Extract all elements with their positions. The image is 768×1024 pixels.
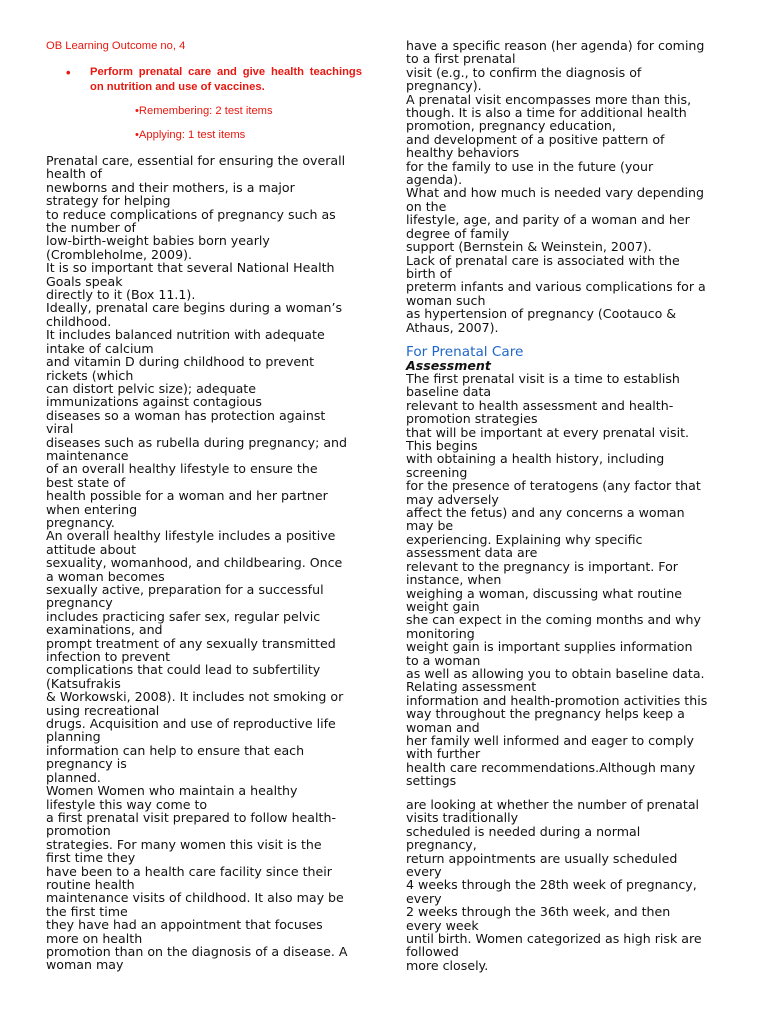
text-line: Prenatal care, essential for ensuring the overall	[46, 153, 346, 168]
text-line: It includes balanced nutrition with adequate	[46, 327, 325, 343]
text-line: can distort pelvic size); adequate	[46, 380, 256, 396]
text-line: information can help to ensure that each	[46, 742, 305, 758]
text-line: attitude about	[46, 541, 137, 557]
text-line: routine health	[46, 876, 135, 892]
text-line: strategy for helping	[46, 193, 171, 209]
text-line: drugs. Acquisition and use of reproductive life	[46, 716, 336, 732]
text-line: Relating assessment	[406, 679, 537, 695]
text-line: best state of	[46, 474, 126, 490]
text-line: infection to prevent	[46, 649, 171, 665]
text-line: Women Women who maintain a healthy	[46, 783, 298, 799]
text-line: An overall healthy lifestyle includes a positive	[46, 528, 336, 544]
applying-test-items: •Applying: 1 test items	[135, 129, 246, 141]
text-line: promotion, pregnancy education,	[406, 118, 616, 134]
text-line: birth of	[406, 265, 452, 281]
text-line: health of	[46, 166, 103, 182]
text-line: intake of calcium	[46, 340, 154, 356]
text-line: to a woman	[406, 652, 481, 668]
text-line: have a specific reason (her agenda) for coming	[406, 38, 705, 53]
text-line: viral	[46, 421, 74, 437]
text-line: her family well informed and eager to comply	[406, 732, 694, 748]
text-line: Ideally, prenatal care begins during a woman’s	[46, 300, 343, 316]
visit-schedule-text	[406, 798, 702, 972]
text-line: and vitamin D during childhood to prevent	[46, 354, 315, 370]
text-line: screening	[406, 464, 468, 480]
text-line: monitoring	[406, 625, 475, 641]
text-line: rickets (which	[46, 367, 134, 383]
text-line: promotion	[46, 823, 111, 839]
text-line: 4 weeks through the 28th week of pregnancy,	[406, 877, 697, 893]
text-line: are looking at whether the number of prenatal	[406, 797, 700, 812]
remembering-test-items: •Remembering: 2 test items	[135, 105, 273, 117]
text-line: more closely.	[406, 957, 489, 973]
text-line: way throughout the pregnancy helps keep a	[406, 706, 685, 722]
text-line: to reduce complications of pregnancy such as	[46, 206, 336, 222]
text-line: health possible for a woman and her partner	[46, 488, 328, 504]
text-line: visit (e.g., to confirm the diagnosis of	[406, 64, 642, 80]
text-line: diseases so a woman has protection against	[46, 407, 326, 423]
text-line: instance, when	[406, 572, 502, 588]
text-line: and development of a positive pattern of	[406, 131, 665, 147]
text-line: pregnancy is	[46, 756, 127, 772]
text-line: agenda).	[406, 172, 463, 188]
text-line: weight gain	[406, 598, 480, 614]
text-line: (Katsufrakis	[46, 675, 121, 691]
text-line: affect the fetus) and any concerns a woman	[406, 505, 685, 521]
text-line: lifestyle this way come to	[46, 796, 208, 812]
text-line: first time they	[46, 850, 136, 866]
text-line: of an overall healthy lifestyle to ensure the	[46, 461, 318, 477]
left-body-text	[46, 154, 348, 972]
text-line: more on health	[46, 930, 143, 946]
text-line: until birth. Women categorized as high risk are	[406, 931, 702, 947]
text-line: every	[406, 864, 442, 880]
text-line: baseline data	[406, 384, 492, 400]
text-line: assessment data are	[406, 545, 538, 561]
text-line: planned.	[46, 769, 101, 785]
text-line: pregnancy	[46, 595, 113, 611]
text-line: weighing a woman, discussing what routine	[406, 585, 682, 601]
section-subheading: Assessment	[406, 358, 491, 373]
text-line: diseases such as rubella during pregnancy; and	[46, 434, 348, 450]
text-line: she can expect in the coming months and why	[406, 612, 701, 628]
text-line: maintenance	[46, 447, 129, 463]
text-line: as hypertension of pregnancy (Cootauco &	[406, 306, 677, 322]
text-line: woman and	[406, 719, 480, 735]
text-line: complications that could lead to subfertility	[46, 662, 321, 678]
text-line: promotion strategies	[406, 411, 538, 427]
text-line: What and how much is needed vary depending	[406, 185, 704, 201]
text-line: degree of family	[406, 225, 510, 241]
text-line: the first time	[46, 903, 128, 919]
text-line: maintenance visits of childhood. It also may be	[46, 890, 344, 906]
text-line: low-birth-weight babies born yearly	[46, 233, 270, 249]
text-line: strategies. For many women this visit is the	[46, 836, 322, 852]
text-line: sexually active, preparation for a successful	[46, 582, 324, 597]
text-line: pregnancy).	[406, 78, 482, 94]
learning-objective	[66, 65, 362, 95]
text-line: pregnancy.	[46, 514, 115, 530]
objective-text: Perform prenatal care and give health teachings on nutrition and use of vaccines.	[90, 66, 362, 93]
text-line: a woman becomes	[46, 568, 165, 584]
text-line: sexuality, womanhood, and childbearing. Once	[46, 555, 343, 571]
text-line: with further	[406, 746, 481, 762]
section-heading: For Prenatal Care	[406, 344, 524, 360]
text-line: promotion than on the diagnosis of a disease. A	[46, 943, 348, 959]
text-line: using recreational	[46, 702, 160, 718]
text-line: a first prenatal visit prepared to follow health-	[46, 809, 336, 825]
text-line: settings	[406, 773, 457, 789]
assessment-text	[406, 372, 707, 788]
text-line: healthy behaviors	[406, 145, 520, 161]
text-line: may adversely	[406, 491, 499, 507]
text-line: support (Bernstein & Weinstein, 2007).	[406, 239, 652, 255]
text-line: Athaus, 2007).	[406, 319, 499, 335]
text-line: preterm infants and various complications for a	[406, 279, 706, 295]
text-line: examinations, and	[46, 622, 163, 638]
text-line: prompt treatment of any sexually transmitted	[46, 635, 336, 651]
text-line: planning	[46, 729, 101, 745]
text-line: This begins	[406, 438, 478, 454]
text-line: the number of	[46, 220, 136, 236]
text-line: relevant to the pregnancy is important. For	[406, 558, 678, 574]
text-line: It is so important that several National Health	[46, 260, 335, 276]
text-line: & Workowski, 2008). It includes not smoking or	[46, 689, 344, 705]
text-line: information and health-promotion activities this	[406, 692, 708, 708]
text-line: weight gain is important supplies information	[406, 639, 693, 655]
text-line: (Crombleholme, 2009).	[46, 246, 192, 262]
right-intro-text	[406, 39, 706, 334]
text-line: visits traditionally	[406, 810, 519, 826]
text-line: on the	[406, 198, 447, 214]
text-line: The first prenatal visit is a time to establish	[406, 371, 680, 386]
text-line: when entering	[46, 501, 138, 517]
text-line: for the presence of teratogens (any factor that	[406, 478, 701, 494]
text-line: woman may	[46, 957, 124, 973]
text-line: to a first prenatal	[406, 51, 516, 67]
text-line: have been to a health care facility since their	[46, 863, 332, 879]
text-line: every	[406, 890, 442, 906]
text-line: that will be important at every prenatal visit.	[406, 424, 690, 440]
text-line: with obtaining a health history, including	[406, 451, 665, 467]
text-line: for the family to use in the future (your	[406, 158, 654, 174]
text-line: relevant to health assessment and health-	[406, 397, 674, 413]
text-line: scheduled is needed during a normal	[406, 823, 641, 839]
text-line: experiencing. Explaining why specific	[406, 531, 643, 547]
text-line: woman such	[406, 292, 486, 308]
text-line: followed	[406, 944, 459, 960]
outcome-title: OB Learning Outcome no, 4	[46, 40, 186, 52]
text-line: A prenatal visit encompasses more than this,	[406, 91, 692, 107]
objective-bullet: •	[66, 65, 71, 80]
text-line: childhood.	[46, 313, 112, 329]
text-line: return appointments are usually scheduled	[406, 850, 678, 866]
text-line: immunizations against contagious	[46, 394, 262, 410]
text-line: as well as allowing you to obtain baseline data.	[406, 665, 705, 681]
text-line: directly to it (Box 11.1).	[46, 287, 196, 303]
text-line: they have had an appointment that focuses	[46, 917, 323, 933]
text-line: health care recommendations.Although many	[406, 759, 696, 775]
text-line: includes practicing safer sex, regular pelvic	[46, 608, 321, 624]
text-line: Goals speak	[46, 273, 123, 289]
text-line: though. It is also a time for additional health	[406, 105, 687, 121]
text-line: lifestyle, age, and parity of a woman and her	[406, 212, 690, 228]
text-line: newborns and their mothers, is a major	[46, 179, 295, 195]
text-line: Lack of prenatal care is associated with the	[406, 252, 680, 268]
text-line: may be	[406, 518, 454, 534]
text-line: every week	[406, 917, 479, 933]
text-line: pregnancy,	[406, 837, 477, 853]
text-line: 2 weeks through the 36th week, and then	[406, 904, 671, 920]
